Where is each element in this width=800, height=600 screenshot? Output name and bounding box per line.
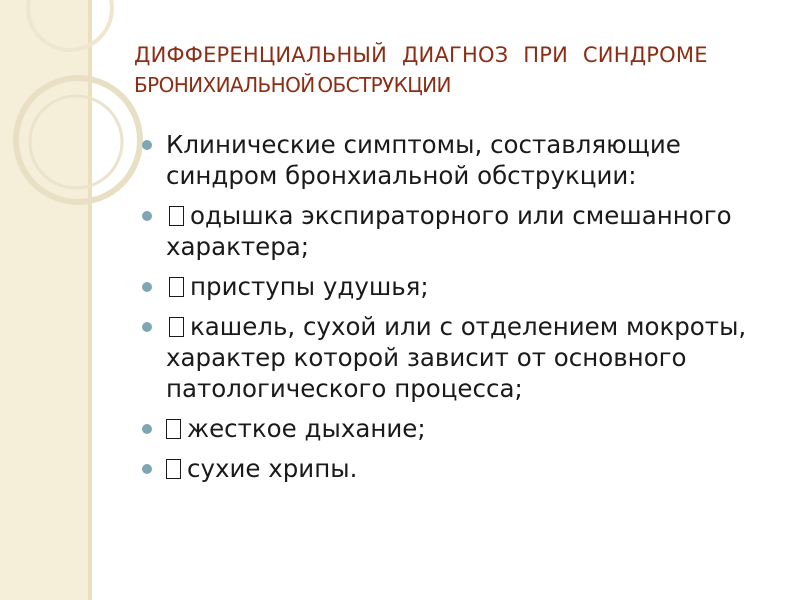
bullet-text: приступы удушья; (190, 272, 429, 301)
bullet-dot-icon (142, 322, 152, 332)
bullet-item (140, 413, 760, 444)
bullet-dot-icon (142, 424, 152, 434)
bullet-dot-icon (142, 140, 152, 150)
bullet-item (140, 200, 760, 262)
bullet-text: жесткое дыхание; (187, 414, 426, 443)
bullet-list (140, 129, 760, 493)
title-line-1: ДИФФЕРЕНЦИАЛЬНЫЙ ДИАГНОЗ ПРИ СИНДРОМЕ (134, 43, 708, 67)
missing-glyph-icon (169, 277, 184, 297)
missing-glyph-icon (166, 459, 181, 479)
missing-glyph-icon (166, 419, 181, 439)
bullet-text: одышка экспираторного или смешанного характера; (166, 201, 732, 261)
bullet-item (140, 271, 760, 302)
bullet-text: кашель, сухой или с отделением мокроты, характер которой зависит от основного патологического процесса; (166, 312, 747, 403)
missing-glyph-icon (169, 206, 184, 226)
bullet-item (140, 129, 760, 191)
title-line-2: БРОНИХИАЛЬНОЙ ОБСТРУКЦИИ (134, 73, 451, 97)
bullet-text: сухие хрипы. (187, 454, 358, 483)
missing-glyph-icon (169, 317, 184, 337)
bullet-item (140, 453, 760, 484)
bullet-dot-icon (142, 211, 152, 221)
slide-title (134, 40, 784, 100)
bullet-item (140, 311, 760, 404)
bullet-dot-icon (142, 464, 152, 474)
bullet-text: Клинические симптомы, составляющие синдром бронхиальной обструкции: (166, 130, 681, 190)
bullet-dot-icon (142, 282, 152, 292)
